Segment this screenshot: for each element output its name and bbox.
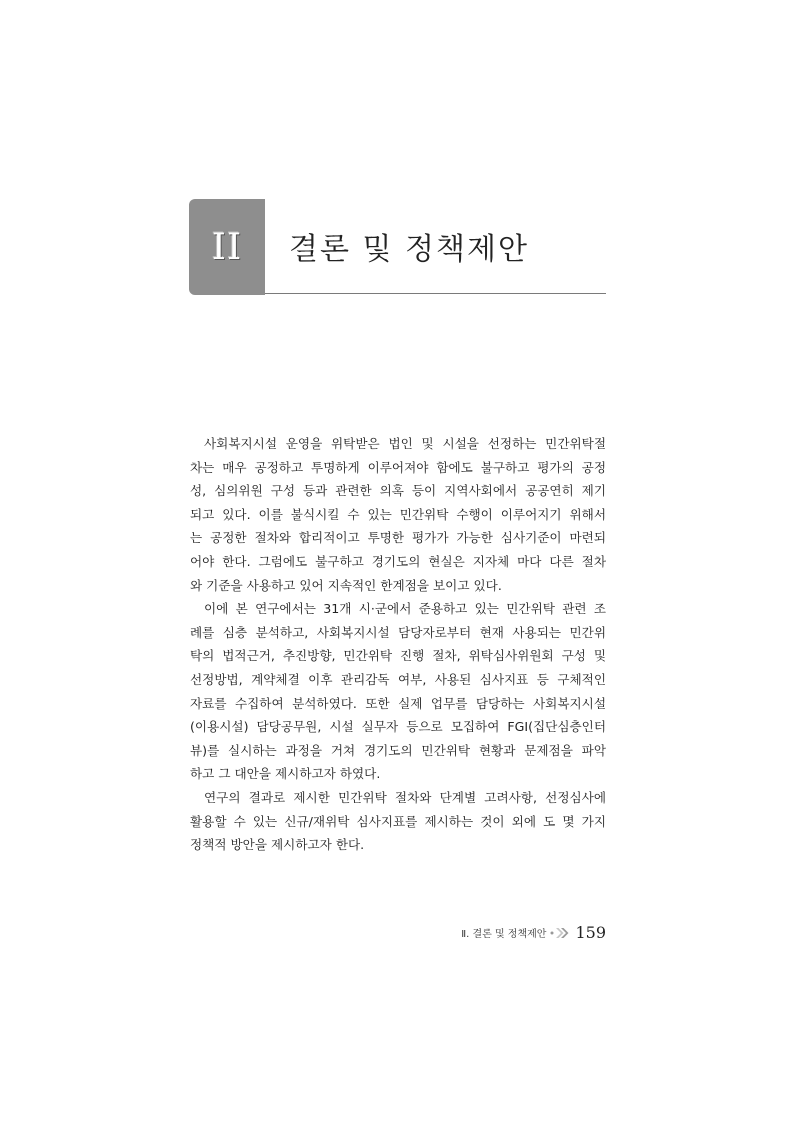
title-underline	[265, 293, 606, 294]
body-line: (이용시설) 담당공무원, 시설 실무자 등으로 모집하여 FGI(집단심층인터	[190, 719, 606, 735]
body-line: 정책적 방안을 제시하고자 한다.	[190, 837, 365, 853]
body-line: 차는 매우 공정하고 투명하게 이루어져야 함에도 불구하고 평가의 공정	[190, 459, 606, 475]
body-line: 성, 심의위원 구성 등과 관련한 의혹 등이 지역사회에서 공공연히 제기	[190, 483, 606, 499]
chapter-title: 결론 및 정책제안	[289, 232, 529, 267]
chevron-right-icon	[550, 927, 570, 939]
body-line: 하고 그 대안을 제시하고자 하였다.	[190, 766, 381, 782]
body-line: 례를 심층 분석하고, 사회복지시설 담당자로부터 현재 사용되는 민간위	[190, 624, 606, 640]
body-line: 와 기준을 사용하고 있어 지속적인 한계점을 보이고 있다.	[190, 577, 502, 593]
page-footer	[461, 923, 606, 942]
body-text	[190, 432, 606, 857]
body-line: 어야 한다. 그럼에도 불구하고 경기도의 현실은 지자체 마다 다른 절차	[190, 553, 606, 569]
body-line: 연구의 결과로 제시한 민간위탁 절차와 단계별 고려사항, 선정심사에	[204, 789, 606, 805]
body-line: 자료를 수집하여 분석하였다. 또한 실제 업무를 담당하는 사회복지시설	[190, 695, 606, 711]
chapter-number-badge	[189, 199, 265, 295]
body-line: 사회복지시설 운영을 위탁받은 법인 및 시설을 선정하는 민간위탁절	[204, 436, 606, 451]
body-line: 탁의 법적근거, 추진방향, 민간위탁 진행 절차, 위탁심사위원회 구성 및	[190, 648, 606, 664]
body-line: 는 공정한 절차와 합리적이고 투명한 평가가 가능한 심사기준이 마련되	[190, 530, 606, 546]
chapter-numeral: II	[211, 226, 243, 268]
body-line: 뷰)를 실시하는 과정을 거쳐 경기도의 민간위탁 현황과 문제점을 파악	[190, 742, 606, 758]
page-number: 159	[575, 923, 606, 942]
body-line: 되고 있다. 이를 불식시킬 수 있는 민간위탁 수행이 이루어지기 위해서	[190, 506, 606, 522]
running-head: Ⅱ. 결론 및 정책제안	[461, 929, 547, 940]
body-line: 선정방법, 계약체결 이후 관리감독 여부, 사용된 심사지표 등 구체적인	[190, 671, 606, 687]
body-line: 이에 본 연구에서는 31개 시·군에서 준용하고 있는 민간위탁 관련 조	[204, 601, 606, 617]
body-line: 활용할 수 있는 신규/재위탁 심사지표를 제시하는 것이 외에 도 몇 가지	[190, 813, 606, 829]
